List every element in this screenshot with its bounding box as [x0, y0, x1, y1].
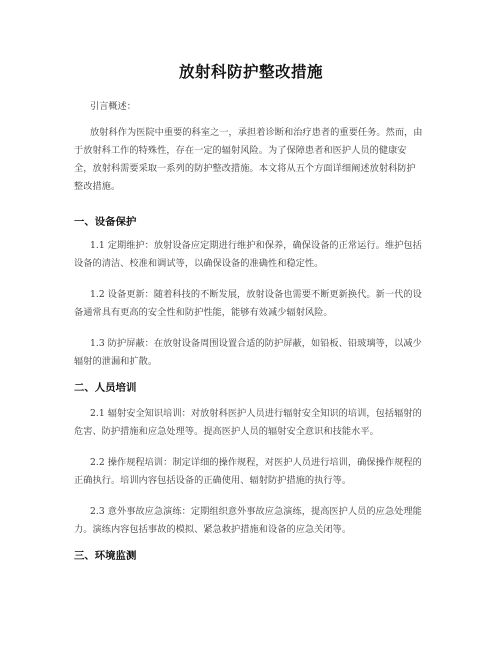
intro-label: 引言概述：: [90, 101, 136, 112]
section-heading-environment: 三、环境监测: [74, 550, 137, 562]
intro-paragraph: 放射科作为医院中重要的科室之一，承担着诊断和治疗患者的重要任务。然而，由于放射科工作的特殊性，存在一定的辐射风险。为了保障患者和医护人员的健康安全，放射科需要采取一系列的防护整改措施。本文将从五个方面详细阐述放射科防护整改措施。: [74, 127, 423, 192]
section-item-2-2: 2.2 操作规程培训：制定详细的操作规程，对医护人员进行培训，确保操作规程的正确执行。培训内容包括设备的正确使用、辐射防护措施的执行等。: [74, 457, 422, 486]
section-item-2-1: 2.1 辐射安全知识培训：对放射科医护人员进行辐射安全知识的培训，包括辐射的危害、防护措施和应急处理等。提高医护人员的辐射安全意识和技能水平。: [74, 408, 422, 437]
section-item-2-3: 2.3 意外事故应急演练：定期组织意外事故应急演练，提高医护人员的应急处理能力。演练内容包括事故的模拟、紧急救护措施和设备的应急关闭等。: [74, 506, 422, 535]
section-item-1-2: 1.2 设备更新：随着科技的不断发展，放射设备也需要不断更新换代。新一代的设备通常具有更高的安全性和防护性能，能够有效减少辐射风险。: [74, 289, 422, 318]
section-heading-equipment: 一、设备保护: [74, 216, 137, 228]
section-item-1-3: 1.3 防护屏蔽：在放射设备周围设置合适的防护屏蔽，如铅板、铅玻璃等，以减少辐射的泄漏和扩散。: [74, 338, 422, 367]
page-title: 放射科防护整改措施: [178, 63, 323, 81]
section-item-1-1: 1.1 定期维护：放射设备应定期进行维护和保养，确保设备的正常运行。维护包括设备的清洁、校准和调试等，以确保设备的准确性和稳定性。: [74, 240, 422, 269]
section-heading-training: 二、人员培训: [74, 382, 137, 394]
